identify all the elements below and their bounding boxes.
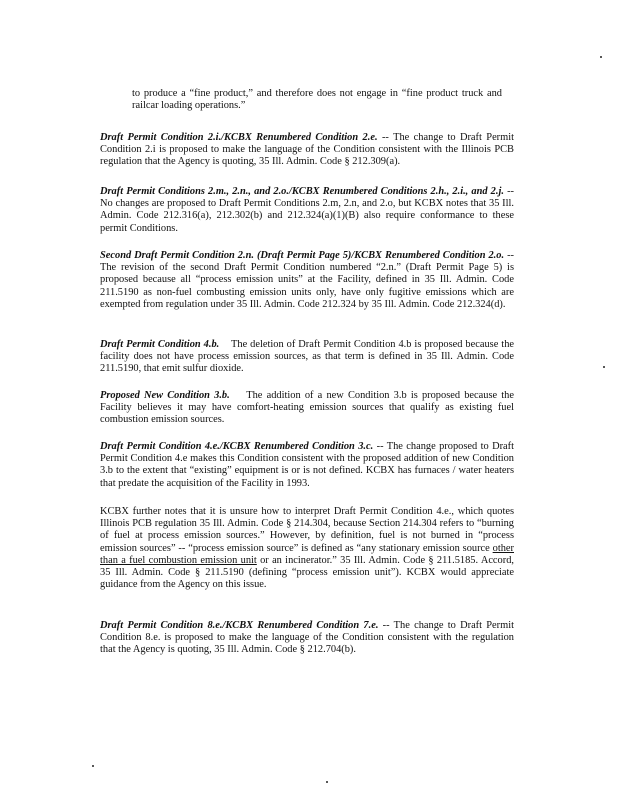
scan-speck	[600, 56, 602, 58]
paragraph-second-condition-2n	[100, 250, 514, 311]
paragraph-text: to produce a “fine product,” and therefore does not engage in “fine product truck and railcar loading operations.”	[132, 88, 502, 112]
scan-speck	[326, 781, 328, 783]
paragraph-new-condition-3b	[100, 390, 517, 427]
paragraph-fine-product	[132, 88, 502, 112]
paragraph-text: KCBX further notes that it is unsure how to interpret Draft Permit Condition 4.e., which quotes Illinois PCB regulation 35 Ill. Admin. Code § 214.304, because Section 214.304 refers to “burning of fuel at process emission sources.” However, by definition, fuel is not burned in “process emission sources” -- “process emission source” is defined as “any stationary emission source	[100, 506, 514, 554]
paragraph-condition-4e	[100, 441, 514, 490]
condition-heading: Second Draft Permit Condition 2.n. (Draft Permit Page 5)/KCBX Renumbered Condition 2.o.	[100, 250, 505, 261]
condition-heading: Draft Permit Condition 2.i./KCBX Renumbered Condition 2.e.	[100, 132, 378, 143]
paragraph-condition-8e	[100, 620, 514, 657]
paragraph-conditions-2m-2n-2o	[100, 186, 514, 235]
paragraph-text: -- The change proposed to Draft Permit Condition 4.e makes this Condition consistent with the proposed addition of new Condition 3.b to the extent that “existing” equipment is or is not defined. KCBX has furnaces / water heaters that predate the acquisition of the Facility in 1993.	[100, 441, 514, 489]
paragraph-condition-4b	[100, 339, 517, 376]
condition-heading: Draft Permit Condition 8.e./KCBX Renumbered Condition 7.e.	[100, 620, 379, 631]
scan-speck	[92, 765, 94, 767]
scan-speck	[603, 366, 605, 368]
condition-heading: Draft Permit Condition 4.e./KCBX Renumbered Condition 3.c.	[100, 441, 374, 452]
paragraph-condition-2i	[100, 132, 514, 169]
underlined-text: other than a fuel combustion emission unit	[100, 542, 514, 566]
paragraph-kcbx-further-notes	[100, 506, 514, 591]
condition-heading: Draft Permit Condition 4.b.	[100, 339, 220, 350]
paragraph-text: -- No changes are proposed to Draft Permit Conditions 2.m, 2.n, and 2.o, but KCBX notes that 35 Ill. Admin. Code 212.316(a), 212.302(b) and 212.324(a)(1)(B) also require conformance to these permit Conditions.	[100, 186, 514, 234]
paragraph-text: or an incinerator.” 35 Ill. Admin. Code § 211.5185. Accord, 35 Ill. Admin. Code § 211.5190 (defining “process emission unit”). KCBX would appreciate guidance from the Agency on this issue.	[100, 554, 514, 591]
paragraph-text: -- The change to Draft Permit Condition 2.i is proposed to make the language of the Condition consistent with the Illinois PCB regulation that the Agency is quoting, 35 Ill. Admin. Code § 212.309(a).	[100, 132, 514, 168]
condition-heading: Proposed New Condition 3.b.	[100, 390, 230, 401]
paragraph-text: -- The change to Draft Permit Condition 8.e. is proposed to make the language of the Condition consistent with the regulation that the Agency is quoting, 35 Ill. Admin. Code § 212.704(b).	[100, 620, 514, 656]
paragraph-text: -- The revision of the second Draft Permit Condition numbered “2.n.” (Draft Permit Page 5) is proposed because all “process emission units” at the Facility, defined in 35 Ill. Admin. Code 211.5190 as non-fuel combusting emission units only, have only fugitive emissions which are exempted from regulation under 35 Ill. Admin. Code 212.324 by 35 Ill. Admin. Code 212.324(d).	[100, 250, 514, 310]
paragraph-text: The addition of a new Condition 3.b is proposed because the Facility believes it may have comfort-heating emission sources that qualify as existing fuel combustion emission sources.	[100, 390, 517, 426]
condition-heading: Draft Permit Conditions 2.m., 2.n., and 2.o./KCBX Renumbered Conditions 2.h., 2.i., and 2.j.	[100, 186, 504, 197]
paragraph-text: The deletion of Draft Permit Condition 4.b is proposed because the facility does not have process emission sources, as that term is defined in 35 Ill. Admin. Code 211.5190, that emit sulfur dioxide.	[100, 339, 517, 375]
